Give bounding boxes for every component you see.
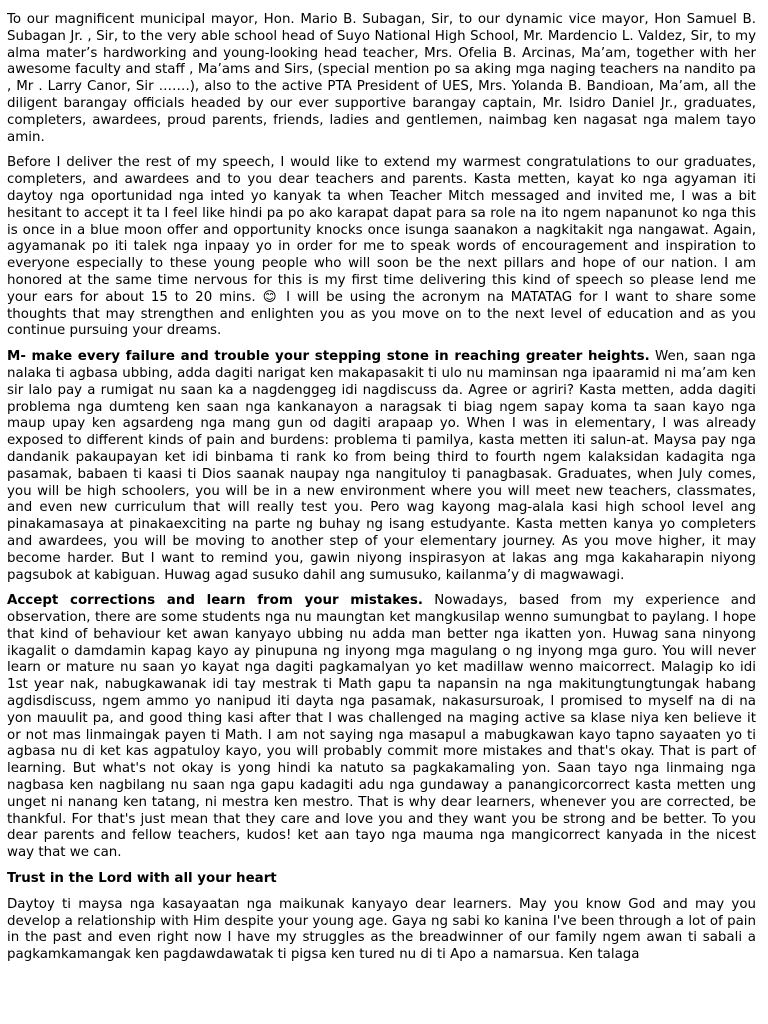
paragraph-point-a [7, 593, 756, 862]
point-a-heading: Accept corrections and learn from your mistakes. [7, 593, 423, 609]
point-m-heading: M- make every failure and trouble your stepping stone in reaching greater heights. [7, 349, 650, 365]
point-a-body: Nowadays, based from my experience and observation, there are some students nga nu maungtan ket mangkusilap wenno sumungbat to paylang. I hope that kind of behaviour ket awan kanyayo ubbing nu adda man better nga ikatten yon. Huwag sana ninyong ikagalit o damdamin kapag kayo ay pinupuna ng inyong mga magulang o ng inyong mga guro. You will never learn or mature nu saan yo kayat nga dagiti pagkamalyan yo ket madillaw wenno maicorrect. Malagip ko idi 1st year nak, nabugkawanak idi tay mestrak ti Math gapu ta napansin na nga makitungtungtungak habang agdisdiscuss, ngem ammo yo nanipud iti dayta nga pasamak, nakasursuroak, I promised to myself na di na yon mauulit pa, and good thing kasi after that I was challenged na maging active sa klase niya ken believe it or not mas linmaingak payen ti Math. I am not saying nga masapul a mabugkawan kayo tapno sayaaten yo ti agbasa nu di ket kas agpatuloy kayo, you will probably commit more mistakes and that's okay. That is part of learning. But what's not okay is yong hindi ka natuto sa pagkakamaling yon. Saan tayo nga linmaing nga nagbasa ken nagbilang nu saan nga gapu kadagiti adu nga gundaway a panangicorcorrect kasta metten ung unget ni nanang ken tatang, ni mestra ken mestro. That is why dear learners, whenever you are corrected, be thankful. For that's just mean that they care and love you and they want you be strong and be better. To you dear parents and fellow teachers, kudos! ket aan tayo nga mauma nga mangicorrect kanyada in the nicest way that we can. [7, 593, 756, 861]
paragraph-introduction: Before I deliver the rest of my speech, I would like to extend my warmest congratulations to our graduates, completers, and awardees and to you dear teachers and parents. Kasta metten, kayat ko nga agyaman iti daytoy nga oportunidad nga inted yo kanyak ta when Teacher Mitch messaged and invited me, I was a bit hesitant to accept it ta I feel like hindi pa po ako karapat dapat para sa role na ito ngem napanunot ko nga this is once in a blue moon offer and opportunity knocks once isunga saanakon a nagkitakit nga nangawat. Again, agyamanak po iti talek nga inpaay yo in order for me to speak words of encouragement and inspiration to everyone especially to these young people who will soon be the next pillars and hope of our nation. I am honored at the same time nervous for this is my first time delivering this kind of speech so please lend me your ears for about 15 to 20 mins. 😊 I will be using the acronym na MATATAG for I want to share some thoughts that may strengthen and enlighten you as you move on to the next level of education and as you continue pursuing your dreams. [7, 155, 756, 339]
point-m-body: Wen, saan nga nalaka ti agbasa ubbing, adda dagiti narigat ken makapasakit ti ulo nu maminsan nga ipaaramid ni ma’am ken sir lalo pay a rumigat nu saan ka a nagdenggeg idi nagdiscuss da. Agree or agriri? Kasta metten, adda dagiti problema nga dumteng ken saan nga kankanayon a naragsak ti biag ngem sapay koma ta saan kayo nga maup upay ken agsardeng nga mang gun od dagiti arapaap yo. When I was in elementary, I was already exposed to different kinds of pain and burdens: problema ti pamilya, kasta metten iti salun-at. Maysa pay nga dandanik pakaupayan ket idi binbama ti rank ko from being third to fourth ngem kalaksidan kadagita nga pasamak, babaen ti kaasi ti Dios saanak naupay nga nangituloy ti panagbasak. Graduates, when July comes, you will be high schoolers, you will be in a new environment where you will meet new teachers, classmates, and even new curriculum that will really test you. Pero wag kayong mag-alala kasi high school level ang pinakamasaya at pinakaexciting na parte ng buhay ng isang estudyante. Kasta metten kanya yo completers and awardees, you will be moving to another step of your elementary journey. As you move higher, it may become harder. But I want to remind you, gawin niyong inspirasyon at lakas ang mga kakaharapin niyong pagsubok at kabiguan. Huwag agad susuko dahil ang sumusuko, kailanma’y di magwawagi. [7, 349, 756, 583]
paragraph-point-t: Daytoy ti maysa nga kasayaatan nga maikunak kanyayo dear learners. May you know God and may you develop a relationship with Him despite your young age. Gaya ng sabi ko kanina I've been through a lot of pain in the past and even right now I have my struggles as the breadwinner of our family ngem awan ti sabali a pagkamkamangak ken pagdawdawatak ti pigsa ken tured nu di ti Apo a namarsua. Ken talaga [7, 896, 756, 963]
point-t-heading: Trust in the Lord with all your heart [7, 871, 277, 887]
paragraph-point-m [7, 349, 756, 584]
paragraph-greetings: To our magnificent municipal mayor, Hon. Mario B. Subagan, Sir, to our dynamic vice mayor, Hon Samuel B. Subagan Jr. , Sir, to the very able school head of Suyo National High School, Mr. Mardencio L. Valdez, Sir, to my alma mater’s hardworking and young-looking head teacher, Mrs. Ofelia B. Arcinas, Ma’am, together with her awesome faculty and staff , Ma’ams and Sirs, (special mention po sa aking mga naging teachers na nandito pa , Mr . Larry Canor, Sir …….), also to the active PTA President of UES, Mrs. Yolanda B. Bandioan, Ma’am, all the diligent barangay officials headed by our ever supportive barangay captain, Mr. Isidro Daniel Jr., graduates, completers, awardees, proud parents, friends, ladies and gentlemen, naimbag ken nagasat nga malem tayo amin. [7, 12, 756, 145]
